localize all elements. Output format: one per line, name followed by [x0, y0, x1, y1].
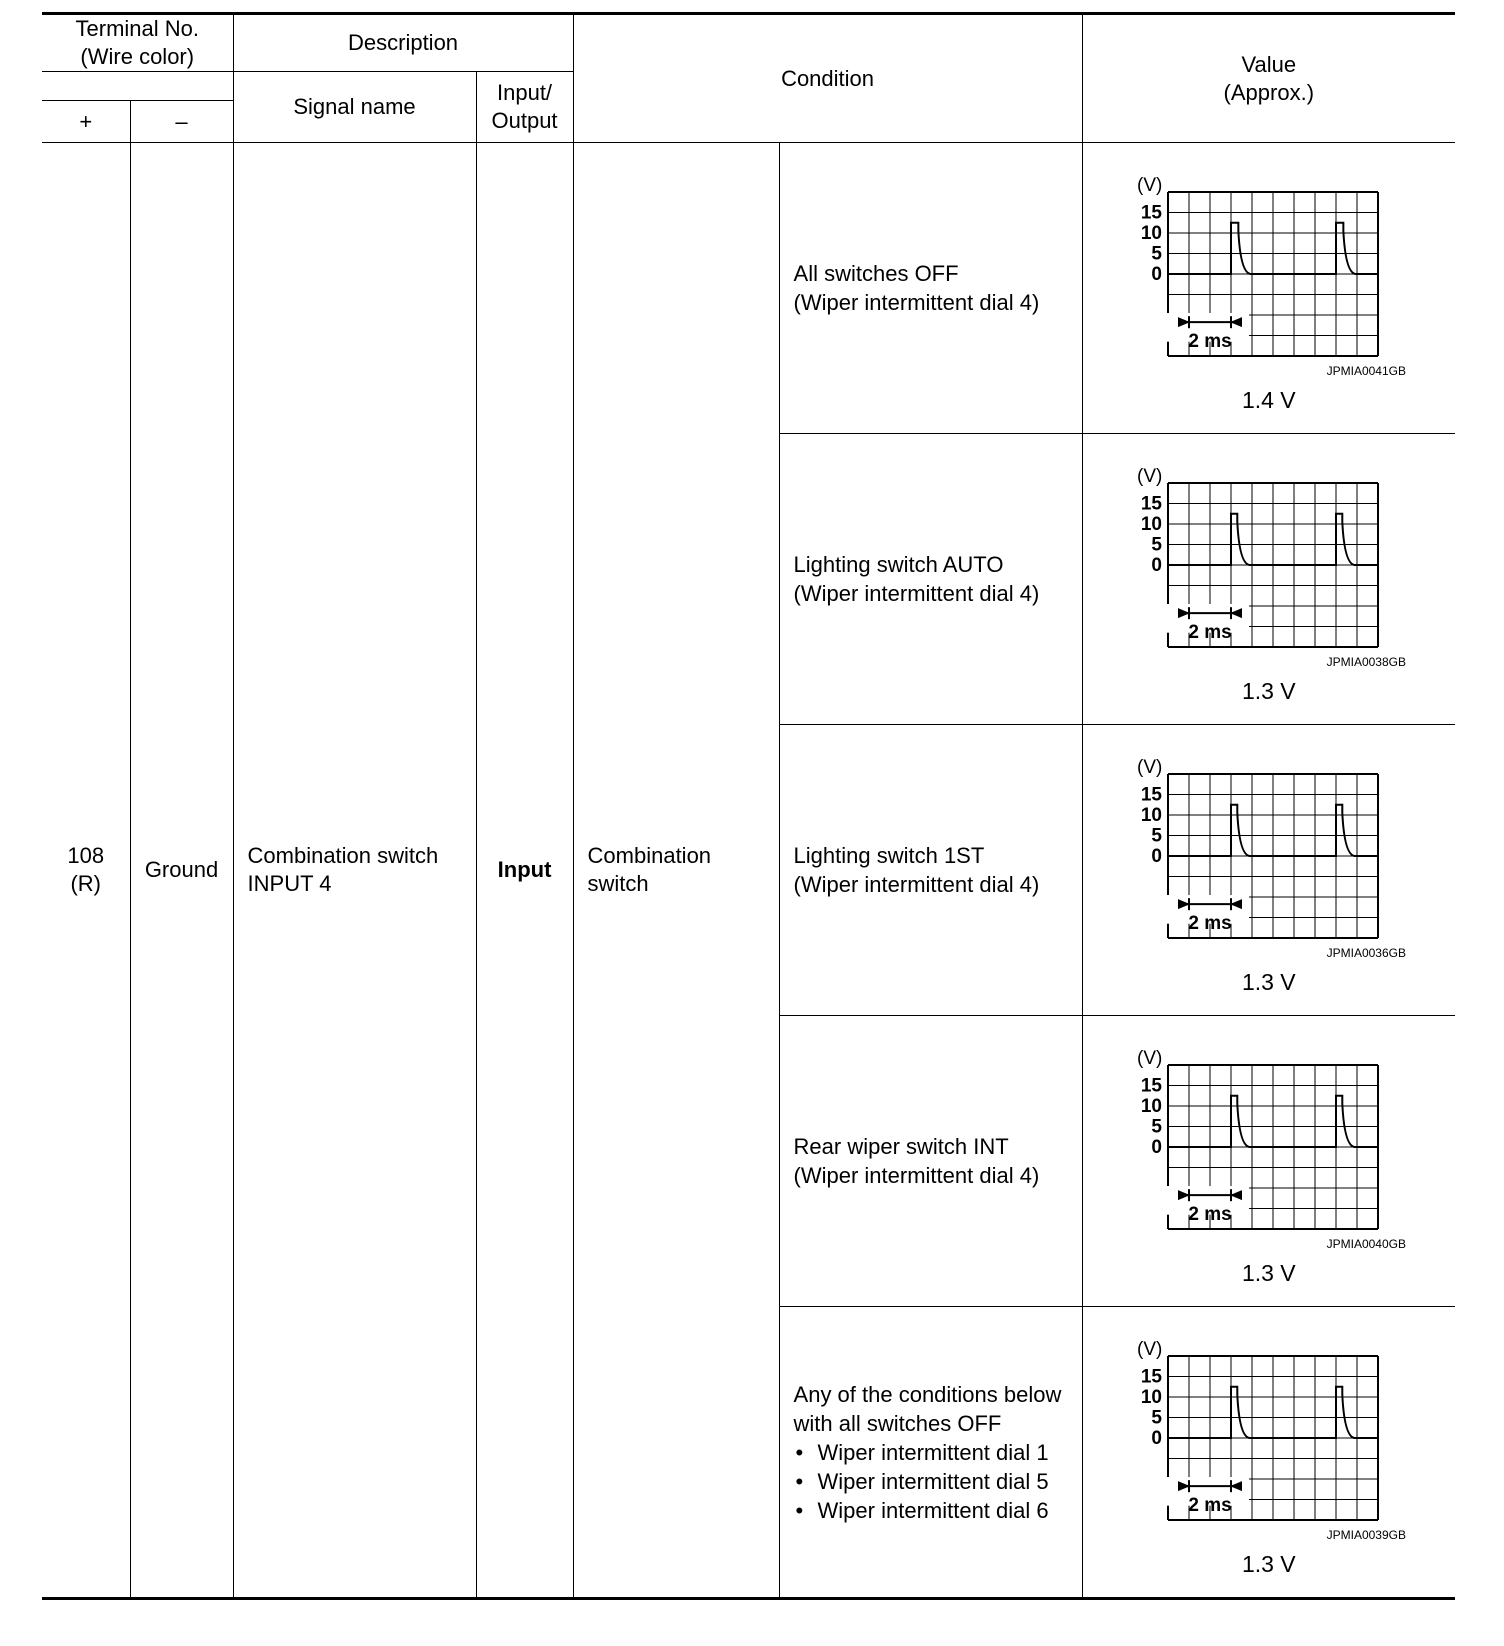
condition-sub-cell	[779, 725, 1082, 1016]
condition-line: Rear wiper switch INT	[793, 1134, 1009, 1159]
waveform-panel	[1083, 434, 1456, 724]
input-label: Input/	[497, 80, 553, 105]
y-tick-label: 15	[1140, 784, 1162, 806]
condition-line: All switches OFF	[793, 261, 959, 286]
signal-name-line-2: INPUT 4	[247, 871, 332, 896]
terminal-minus-cell: Ground	[130, 143, 233, 1599]
io-cell: Input	[476, 143, 573, 1599]
time-scale-label: 2 ms	[1187, 913, 1232, 935]
waveform-panel	[1083, 143, 1456, 433]
y-tick-label: 0	[1150, 1428, 1162, 1449]
y-tick-label: 15	[1140, 1075, 1162, 1097]
terminal-no-label: Terminal No.	[75, 16, 199, 41]
description-header: Description	[233, 14, 573, 72]
condition-line: (Wiper intermittent dial 4)	[793, 290, 1040, 315]
y-tick-label: 5	[1150, 825, 1162, 847]
condition-bullet: • Wiper intermittent dial 1	[794, 1438, 1082, 1467]
wire-color-label: (Wire color)	[80, 44, 195, 69]
waveform-panel	[1083, 1307, 1456, 1597]
wire-color: (R)	[70, 871, 102, 896]
time-scale-label: 2 ms	[1187, 331, 1232, 353]
signal-name-cell	[233, 143, 476, 1599]
condition-line: Lighting switch AUTO	[793, 552, 1004, 577]
y-tick-label: 5	[1150, 1407, 1162, 1429]
input-output-header	[476, 72, 573, 143]
figure-id: JPMIA0039GB	[1326, 1528, 1406, 1542]
y-tick-label: 15	[1140, 493, 1162, 515]
condition-main-line-2: switch	[587, 871, 649, 896]
value-cell	[1082, 143, 1455, 434]
y-tick-label: 10	[1140, 514, 1162, 535]
condition-sub-cell	[779, 1307, 1082, 1599]
value-cell	[1082, 434, 1455, 725]
condition-line: Lighting switch 1ST	[793, 843, 985, 868]
waveform-panel	[1083, 1016, 1456, 1306]
time-scale-label: 2 ms	[1187, 1495, 1232, 1517]
waveform-panel	[1083, 725, 1456, 1015]
signal-name-header: Signal name	[233, 72, 476, 143]
y-tick-label: 10	[1140, 805, 1162, 826]
terminal-spec-table	[42, 12, 1455, 1600]
terminal-number: 108	[67, 843, 105, 868]
figure-id: JPMIA0038GB	[1326, 655, 1406, 669]
condition-sub-cell	[779, 143, 1082, 434]
condition-bullet-list	[794, 1438, 1082, 1525]
condition-sub-cell	[779, 1016, 1082, 1307]
value-cell	[1082, 725, 1455, 1016]
value-cell	[1082, 1016, 1455, 1307]
figure-id: JPMIA0041GB	[1326, 364, 1406, 378]
condition-line: Any of the conditions below	[793, 1381, 1062, 1407]
y-tick-label: 10	[1140, 1096, 1162, 1117]
y-tick-label: 15	[1140, 202, 1162, 224]
figure-id: JPMIA0040GB	[1326, 1237, 1406, 1251]
condition-bullet: • Wiper intermittent dial 5	[794, 1467, 1082, 1496]
condition-line: with all switches OFF	[793, 1410, 1002, 1436]
approx-voltage: 1.3 V	[1241, 1260, 1296, 1286]
value-label: Value	[1241, 51, 1297, 77]
approx-voltage: 1.3 V	[1241, 678, 1296, 704]
condition-line: (Wiper intermittent dial 4)	[793, 872, 1040, 897]
y-unit-label: (V)	[1136, 1339, 1162, 1360]
y-tick-label: 5	[1150, 243, 1162, 265]
terminal-header-spacer	[42, 72, 233, 101]
y-unit-label: (V)	[1136, 757, 1162, 778]
y-unit-label: (V)	[1136, 1048, 1162, 1069]
condition-sub-cell	[779, 434, 1082, 725]
condition-header: Condition	[573, 14, 1082, 143]
time-scale-label: 2 ms	[1187, 1204, 1232, 1226]
time-scale-label: 2 ms	[1187, 622, 1232, 644]
condition-main-cell	[573, 143, 779, 1599]
approx-voltage: 1.3 V	[1241, 1551, 1296, 1577]
condition-line: (Wiper intermittent dial 4)	[793, 581, 1040, 606]
approx-voltage: 1.4 V	[1241, 387, 1296, 413]
figure-id: JPMIA0036GB	[1326, 946, 1406, 960]
plus-header: +	[42, 101, 130, 143]
y-unit-label: (V)	[1136, 466, 1162, 487]
y-tick-label: 0	[1150, 264, 1162, 285]
y-tick-label: 5	[1150, 534, 1162, 556]
condition-bullet: • Wiper intermittent dial 6	[794, 1496, 1082, 1525]
condition-line: (Wiper intermittent dial 4)	[793, 1163, 1040, 1188]
y-tick-label: 10	[1140, 1387, 1162, 1408]
approx-voltage: 1.3 V	[1241, 969, 1296, 995]
approx-label: (Approx.)	[1223, 79, 1315, 105]
output-label: Output	[491, 108, 558, 133]
terminal-no-header	[42, 14, 233, 72]
y-tick-label: 0	[1150, 555, 1162, 576]
y-tick-label: 0	[1150, 1137, 1162, 1158]
y-unit-label: (V)	[1136, 175, 1162, 196]
terminal-plus-cell	[42, 143, 130, 1599]
signal-name-line-1: Combination switch	[247, 843, 439, 868]
minus-header: –	[130, 101, 233, 143]
y-tick-label: 5	[1150, 1116, 1162, 1138]
y-tick-label: 10	[1140, 223, 1162, 244]
condition-main-line-1: Combination	[587, 843, 712, 868]
y-tick-label: 0	[1150, 846, 1162, 867]
value-cell	[1082, 1307, 1455, 1599]
value-header	[1082, 14, 1455, 143]
y-tick-label: 15	[1140, 1366, 1162, 1388]
